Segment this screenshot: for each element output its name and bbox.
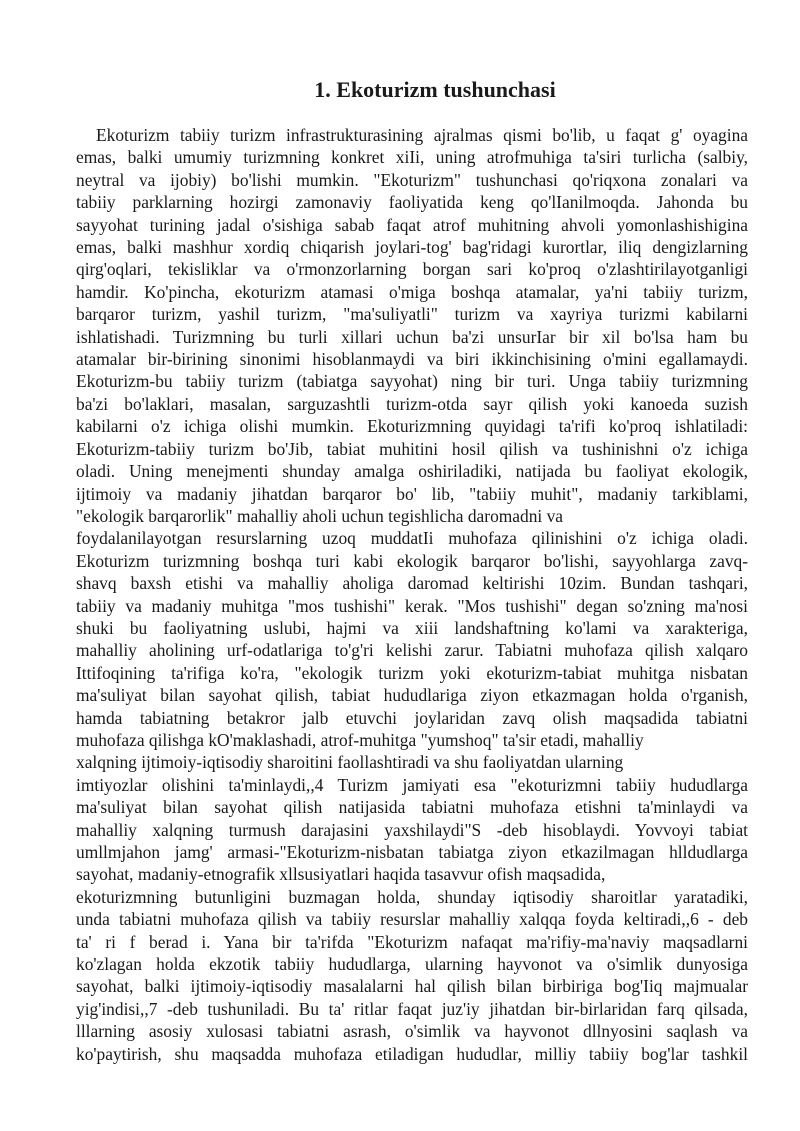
text-line: kabilarni o'z ichiga olishi mumkin. Ekoturizmning quyidagi ta'rifi ko'proq ishlatiladi:: [76, 416, 748, 437]
text-line: umllmjahon jamg' armasi-"Ekoturizm-nisbatan tabiatga ziyon etkazilmagan hlldudlarga: [76, 842, 748, 862]
text-line: ba'zi bo'laklari, masalan, sarguzashtli turizm-otda sayr qilish yoki kanoeda suzish: [76, 393, 748, 414]
text-line: ko'zlagan holda ekzotik tabiiy hududlarga, ularning hayvonot va o'simlik dunyosiga: [76, 954, 748, 975]
text-line: yig'indisi,,7 -deb tushuniladi. Bu ta' ritlar faqat juz'iy jihatdan bir-birlaridan farq qilsada,: [76, 998, 748, 1019]
text-line: muhofaza qilishga kO'maklashadi, atrof-muhitga "yumshoq" ta'sir etadi, mahalliy: [76, 729, 644, 750]
body-paragraph: [76, 124, 748, 1065]
text-line: hamdir. Ko'pincha, ekoturizm atamasi o'miga boshqa atamalar, ya'ni tabiiy turizm,: [76, 281, 748, 302]
text-line: sayohat, balki ijtimoiy-iqtisodiy masalalarni hal qilish bilan birbiriga bog'Iiq majmualar: [76, 976, 748, 997]
text-line: atamalar bir-birining sinonimi hisoblanmaydi va biri ikkinchisining o'mini egallamaydi.: [76, 349, 748, 370]
text-line: foydalanilayotgan resurslarning uzoq muddatIi muhofaza qilinishini o'z ichiga oladi.: [76, 528, 748, 549]
text-line: sayohat, madaniy-etnografik xllsusiyatlari haqida tasavvur ofish maqsadida,: [76, 864, 606, 885]
text-line: neytral va ijobiy) bo'lishi mumkin. "Ekoturizm" tushunchasi qo'riqxona zonalari va: [76, 169, 748, 190]
text-line: lllarning asosiy xulosasi tabiatni asrash, o'simlik va hayvonot dllnyosini saqlash va: [76, 1021, 748, 1042]
text-line: ko'paytirish, shu maqsadda muhofaza etiladigan hududlar, milliy tabiiy bog'lar tashkil: [76, 1043, 748, 1064]
text-line: oladi. Uning menejmenti shunday amalga oshiriladiki, natijada bu faoliyat ekologik,: [76, 461, 748, 482]
text-line: Ekoturizm-bu tabiiy turizm (tabiatga sayyohat) ning bir turi. Unga tabiiy turizmning: [76, 371, 748, 392]
text-line: unda tabiatni muhofaza qilish va tabiiy resurslar mahalliy xalqqa foyda keltiradi,,6 - deb: [76, 909, 748, 930]
text-line: qirg'oqlari, tekisliklar va o'rmonzorlarning borgan sari ko'proq o'zlashtirilayotganligi: [76, 259, 748, 280]
text-line: "ekologik barqarorlik" mahalliy aholi uchun tegishlicha daromadni va: [76, 505, 563, 526]
text-line: mahalliy aholining urf-odatlariga to'g'ri kelishi zarur. Tabiatni muhofaza qilish xalqaro: [76, 640, 748, 661]
text-line: tabiiy parklarning hozirgi zamonaviy faoliyatida keng qo'lIanilmoqda. Jahonda bu: [76, 192, 748, 213]
text-line: xalqning ijtimoiy-iqtisodiy sharoitini faollashtiradi va shu faoliyatdan ularning: [76, 752, 624, 773]
text-line: ta' ri f berad i. Yana bir ta'rifda "Ekoturizm nafaqat ma'rifiy-ma'naviy maqsadlarni: [76, 931, 748, 952]
text-line: hamda tabiatning betakror jalb etuvchi joylaridan zavq olish maqsadida tabiatni: [76, 707, 748, 728]
page-title: 1. Ekoturizm tushunchasi: [314, 77, 556, 102]
text-line: sayyohat turining jadal o'sishiga sabab faqat atrof muhitning ahvoli yomonlashishigina: [76, 214, 748, 235]
text-line: shavq baxsh etishi va mahalliy aholiga daromad keltirishi 10zim. Bundan tashqari,: [76, 573, 748, 594]
text-line: ma'suliyat bilan sayohat qilish natijasida tabiatni muhofaza etishni ta'minlaydi va: [76, 797, 748, 818]
text-line: tabiiy va madaniy muhitga "mos tushishi" kerak. "Mos tushishi" degan so'zning ma'nosi: [76, 595, 748, 616]
text-line: shuki bu faoliyatning uslubi, hajmi va xiii landshaftning ko'lami va xarakteriga,: [76, 617, 748, 638]
text-line: barqaror turizm, yashil turizm, "ma'suliyatli" turizm va xayriya turizmi kabilarni: [76, 304, 748, 325]
text-line: Ekoturizm turizmning boshqa turi kabi ekologik barqaror bo'lishi, sayyohlarga zavq-: [76, 550, 748, 571]
text-line: emas, balki mashhur xordiq chiqarish joylari-tog' bag'ridagi kurortlar, iliq dengizlarning: [76, 237, 748, 258]
text-line: Ittifoqining ta'rifiga ko'ra, "ekologik turizm yoki ekoturizm-tabiat muhitga nisbatan: [76, 662, 748, 683]
text-line: Ekoturizm tabiiy turizm infrastrukturasining ajralmas qismi bo'lib, u faqat g' oyagina: [96, 125, 748, 145]
text-line: emas, balki umumiy turizmning konkret xiIi, uning atrofmuhiga ta'siri turlicha (salbiy,: [76, 147, 748, 168]
text-line: ma'suliyat bilan sayohat qilish, tabiat hududlariga ziyon etkazmagan holda o'rganish,: [76, 685, 748, 706]
text-line: ekoturizmning butunligini buzmagan holda, shunday iqtisodiy sharoitlar yaratadiki,: [76, 886, 748, 907]
text-line: ishlatishadi. Turizmning bu turli xillari uchun ba'zi unsurIar bir xil bo'lsa ham bu: [76, 326, 748, 347]
text-line: mahalliy xalqning turmush darajasini yaxshilaydi"S -deb hisoblaydi. Yovvoyi tabiat: [76, 819, 748, 840]
text-line: ijtimoiy va madaniy jihatdan barqaror bo' lib, "tabiiy muhit", madaniy tarkiblami,: [76, 483, 748, 504]
text-line: imtiyozlar olishini ta'minlaydi,,4 Turizm jamiyati esa "ekoturizmni tabiiy hududlarga: [76, 774, 748, 795]
text-line: Ekoturizm-tabiiy turizm bo'Jib, tabiat muhitini hosil qilish va tushinishni o'z ichiga: [76, 438, 748, 459]
